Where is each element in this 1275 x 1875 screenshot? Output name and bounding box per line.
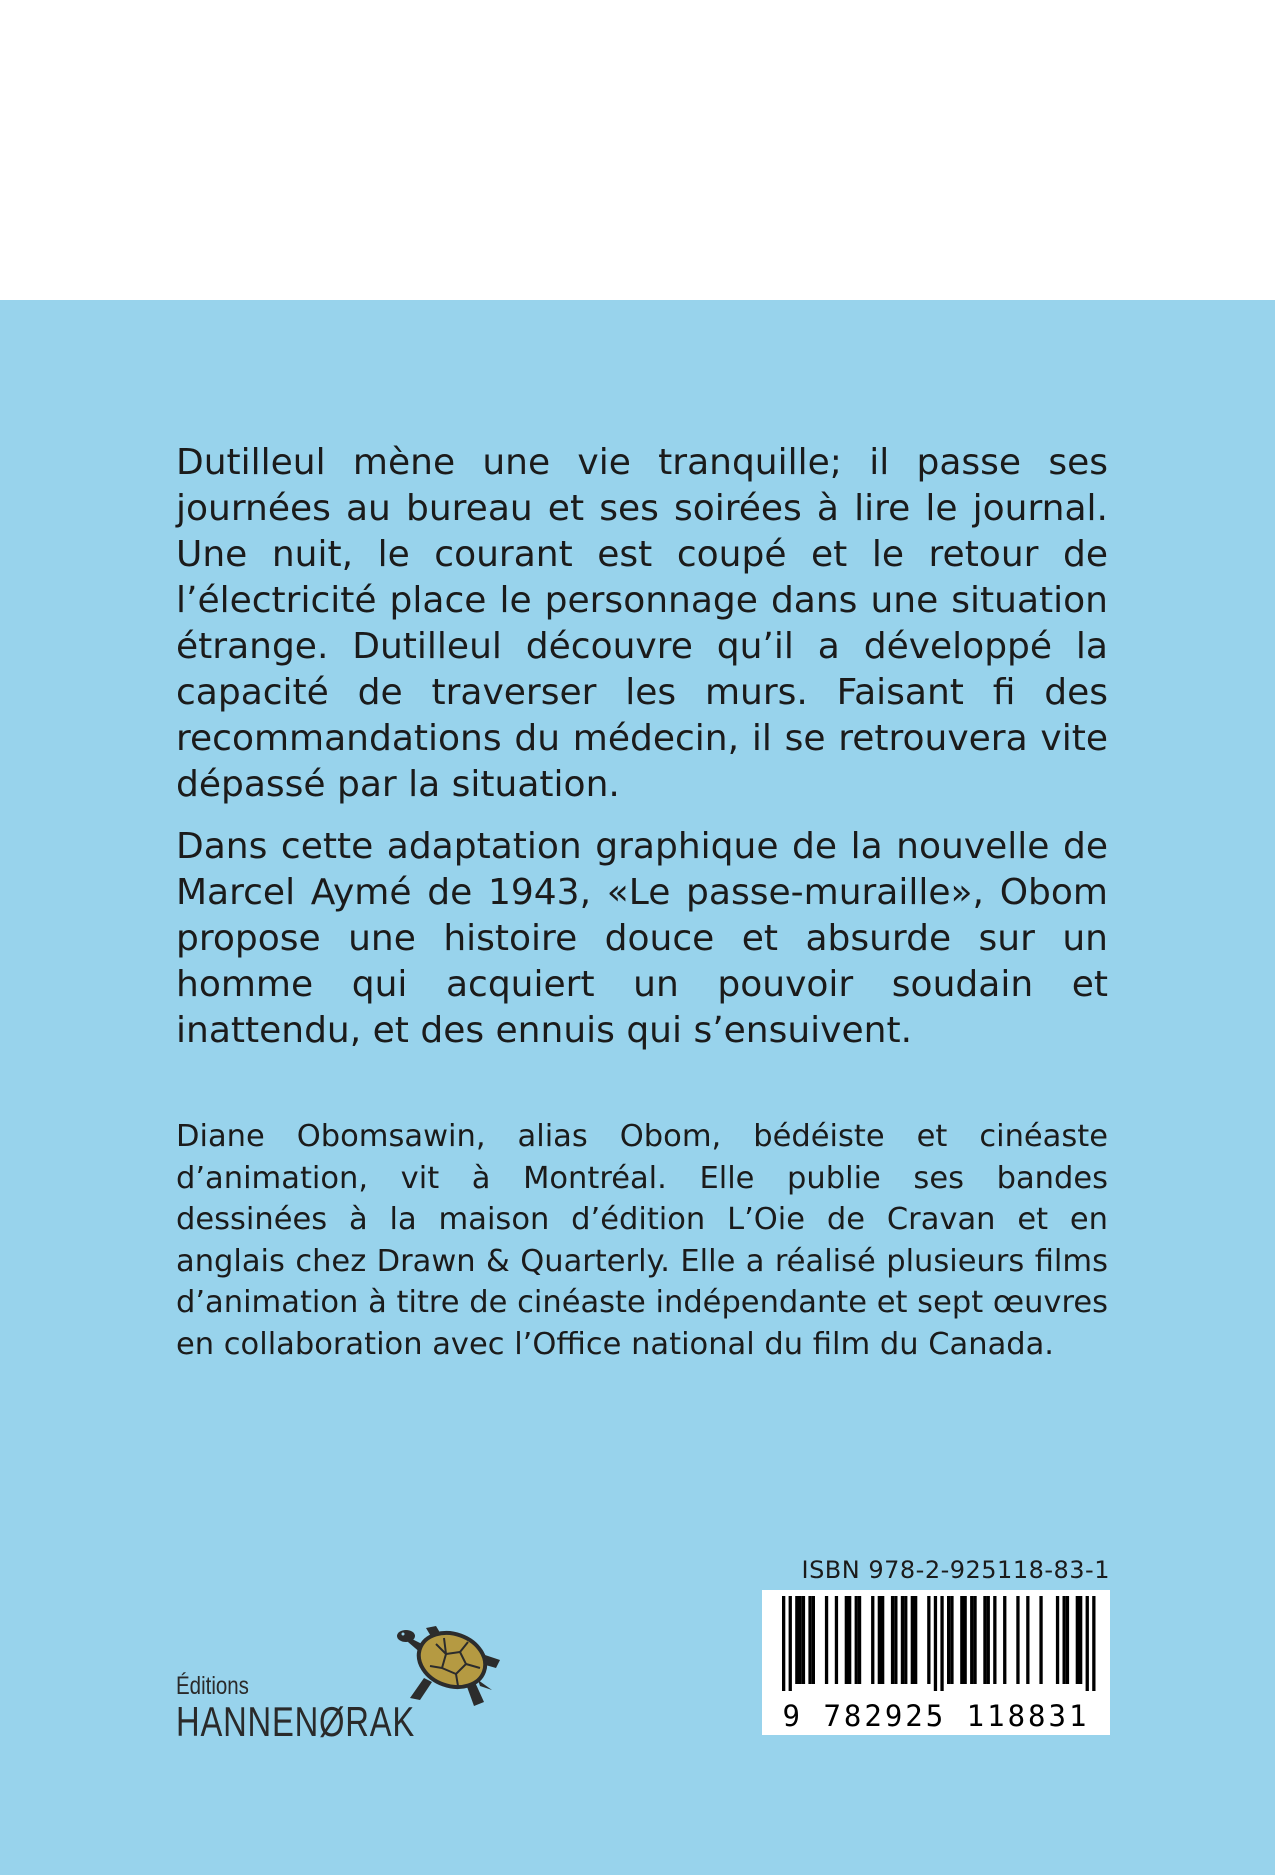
barcode-bar [1063,1596,1066,1684]
barcode-bar [1066,1596,1069,1684]
barcode-bar [1003,1596,1006,1684]
barcode-bar [904,1596,907,1684]
barcode-bar [1056,1596,1059,1684]
barcode-bar [940,1596,943,1691]
barcode-bar [799,1596,802,1684]
barcode-bar [914,1596,917,1684]
isbn-barcode [762,1590,1110,1735]
barcode-bar [934,1596,937,1691]
barcode-bar [901,1596,904,1684]
barcode-bar [812,1596,815,1684]
barcode-bar [1039,1596,1042,1684]
barcode-bar [835,1596,838,1684]
isbn-label: ISBN 978-2-925118-83-1 [801,1556,1110,1584]
barcode-bars [776,1596,1096,1691]
blurb-paragraph-2: Dans cette adaptation graphique de la nouvelle de Marcel Aymé de 1943, «Le passe-muraille», Obom propose une histoire douce et absurde sur un homme qui acquiert un pouvoir soudain et inattendu, et des ennuis qui s’ensuivent. [176,826,1108,1051]
blurb-paragraph-1: Dutilleul mène une vie tranquille; il passe ses journées au bureau et ses soirées à lire le journal. Une nuit, le courant est coupé et le retour de l’électricité place le personnage dans une situation étrange. Dutilleul découvre qu’il a développé la capacité de traverser les murs. Faisant fi des recommandations du médecin, il se retrouvera vite dépassé par la situation. [176,442,1108,805]
barcode-bar [927,1596,930,1684]
book-blurb [176,440,1108,1070]
barcode-bar [795,1596,798,1684]
barcode-bar [973,1596,976,1684]
top-blank-area [0,0,1275,300]
barcode-bar [987,1596,990,1684]
barcode-bar [947,1596,950,1684]
publisher-logo [176,1620,536,1750]
barcode-bar [855,1596,858,1684]
turtle-icon [396,1620,506,1720]
barcode-bar [983,1596,986,1684]
barcode-bar [891,1596,894,1684]
barcode-bar [808,1596,811,1684]
barcode-bar [1092,1596,1095,1691]
barcode-bar [789,1596,792,1691]
barcode-bar [950,1596,953,1684]
barcode-bar [993,1596,996,1684]
barcode-bar [871,1596,874,1684]
barcode-bar [970,1596,973,1684]
barcode-bar [1016,1596,1019,1684]
barcode-bar [825,1596,828,1684]
barcode-bar [894,1596,897,1684]
barcode-digits: 9 782925 118831 [782,1699,1090,1733]
publisher-editions-label: Éditions [176,1672,249,1700]
publisher-name: HANNENØRAK [176,1698,415,1745]
barcode-bar [1079,1596,1082,1684]
barcode-bar [878,1596,881,1684]
barcode-bar [881,1596,884,1684]
barcode-bar [1076,1596,1079,1684]
barcode-bar [911,1596,914,1684]
barcode-bar [845,1596,848,1684]
barcode-bar [782,1596,785,1691]
barcode-bar [960,1596,963,1684]
barcode-bar [848,1596,851,1684]
barcode-bar [802,1596,805,1684]
barcode-bar [858,1596,861,1684]
barcode-bar [1026,1596,1029,1684]
author-bio: Diane Obomsawin, alias Obom, bédéiste et cinéaste d’animation, vit à Montréal. Elle publie ses bandes dessinées à la maison d’édition L’Oie de Cravan et en anglais chez Drawn & Quarterly. Elle a réalisé plusieurs films d’animation à titre de cinéaste indépendante et sept œuvres en collaboration avec l’Office national du film du Canada. [176,1119,1108,1362]
barcode-bar [1086,1596,1089,1691]
barcode-bar [964,1596,967,1684]
